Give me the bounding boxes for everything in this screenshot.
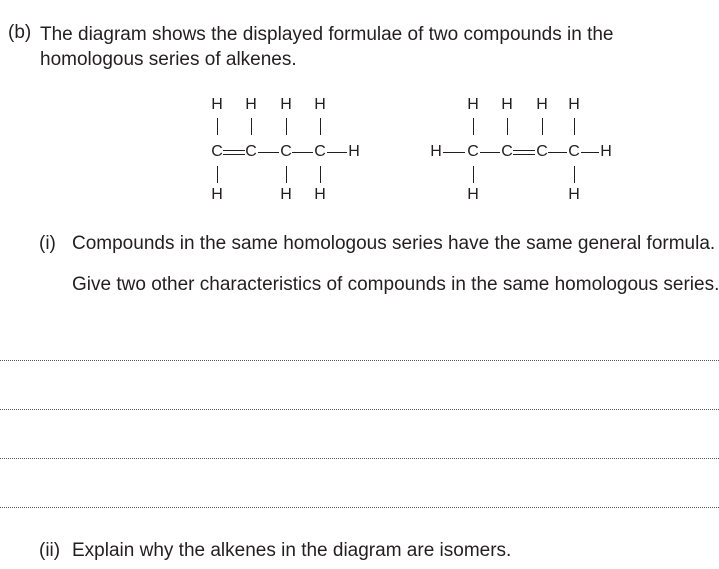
mol-b-bond-top-3 [542,118,543,135]
answer-line-4[interactable] [0,507,719,508]
answer-line-2[interactable] [0,409,719,410]
answer-line-1[interactable] [0,360,719,361]
mol-b-top-h-3: H [536,96,548,113]
mol-a-bond-bottom-3 [286,166,287,183]
mol-b-carbon-3: C [536,143,548,160]
mol-b-carbon-1: C [467,143,479,160]
mol-a-bottom-h-3: H [280,186,292,203]
mol-b-top-h-4: H [568,96,580,113]
mol-a-bond-bottom-1 [217,166,218,183]
mol-b-bond-top-1 [473,118,474,135]
mol-a-top-h-1: H [211,96,223,113]
mol-b-carbon-4: C [568,143,580,160]
mol-a-top-h-2: H [245,96,257,113]
mol-a-bond-top-3 [286,118,287,135]
mol-a-carbon-2: C [245,143,257,160]
mol-b-left-h: H [430,143,442,160]
mol-b-bottom-h-4: H [568,186,580,203]
mol-b-single-bond-1 [443,152,465,153]
mol-a-right-h: H [348,143,360,160]
answer-line-3[interactable] [0,458,719,459]
mol-b-top-h-1: H [467,96,479,113]
mol-a-top-h-3: H [280,96,292,113]
mol-b-bond-top-2 [507,118,508,135]
part-ii-prompt: Explain why the alkenes in the diagram are isomers. [72,540,512,561]
part-i-prompt: Give two other characteristics of compounds in the same homologous series. [72,274,719,295]
mol-a-carbon-3: C [280,143,292,160]
mol-a-carbon-1: C [211,143,223,160]
mol-a-single-bond-3 [327,152,347,153]
mol-a-bottom-h-1: H [211,186,223,203]
question-label: (b) [8,22,32,43]
mol-b-right-h: H [600,143,612,160]
mol-b-bond-top-4 [574,118,575,135]
question-intro: The diagram shows the displayed formulae of two compounds in the homologous series of alkenes. [40,24,614,70]
part-ii-label: (ii) [39,540,61,561]
mol-a-bond-top-1 [217,118,218,135]
mol-a-bond-top-2 [251,118,252,135]
mol-a-bond-bottom-4 [320,166,321,183]
mol-a-carbon-4: C [314,143,326,160]
mol-a-single-bond-2 [292,152,313,153]
mol-a-top-h-4: H [314,96,326,113]
mol-b-double-bond [513,150,535,155]
mol-b-carbon-2: C [501,143,513,160]
part-i-statement: Compounds in the same homologous series have the same general formula. [72,233,716,254]
mol-b-single-bond-2 [480,152,500,153]
mol-b-bottom-h-1: H [467,186,479,203]
mol-b-single-bond-3 [548,152,567,153]
mol-a-bond-top-4 [320,118,321,135]
mol-b-bond-bottom-4 [574,166,575,183]
mol-a-bottom-h-4: H [314,186,326,203]
mol-a-double-bond [223,150,245,155]
mol-b-single-bond-4 [581,152,599,153]
mol-b-top-h-2: H [501,96,513,113]
mol-a-single-bond-1 [258,152,279,153]
mol-b-bond-bottom-1 [473,166,474,183]
part-i-label: (i) [39,233,56,254]
